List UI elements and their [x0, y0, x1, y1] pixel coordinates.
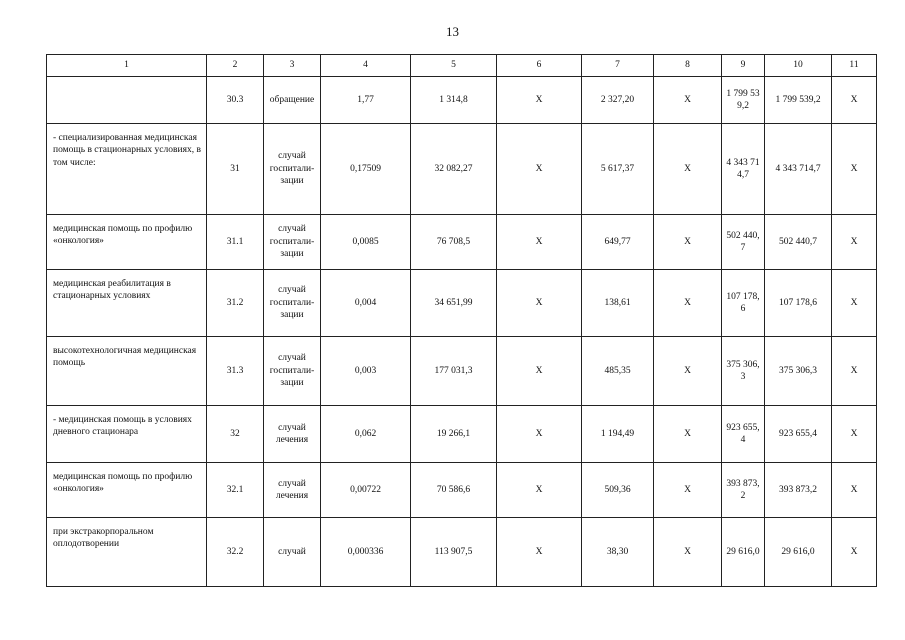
row-per-capita: 485,35 — [582, 337, 654, 406]
row-name: - специализированная медицинская помощь в стационарных условиях, в том числе: — [47, 124, 207, 215]
row-col8: X — [654, 518, 722, 587]
row-col11: X — [832, 124, 877, 215]
row-col6: X — [497, 406, 582, 463]
row-norm: 0,17509 — [321, 124, 411, 215]
row-col6: X — [497, 518, 582, 587]
row-col8: X — [654, 77, 722, 124]
row-unit: случай госпитали-зации — [264, 270, 321, 337]
row-total-a: 502 440, 7 — [722, 215, 765, 270]
row-cost: 70 586,6 — [411, 463, 497, 518]
row-total-a: 107 178, 6 — [722, 270, 765, 337]
row-name: медицинская реабилитация в стационарных условиях — [47, 270, 207, 337]
row-col11: X — [832, 406, 877, 463]
row-per-capita: 38,30 — [582, 518, 654, 587]
row-col11: X — [832, 215, 877, 270]
row-col11: X — [832, 463, 877, 518]
row-unit: случай госпитали-зации — [264, 337, 321, 406]
column-header: 9 — [722, 55, 765, 77]
column-header: 2 — [207, 55, 264, 77]
row-col8: X — [654, 463, 722, 518]
column-header: 8 — [654, 55, 722, 77]
row-cost: 113 907,5 — [411, 518, 497, 587]
row-col8: X — [654, 270, 722, 337]
row-unit: случай лечения — [264, 406, 321, 463]
row-unit: случай — [264, 518, 321, 587]
row-unit: случай лечения — [264, 463, 321, 518]
row-cost: 34 651,99 — [411, 270, 497, 337]
row-col6: X — [497, 215, 582, 270]
row-name: медицинская помощь по профилю «онкология» — [47, 463, 207, 518]
row-norm: 0,062 — [321, 406, 411, 463]
column-header: 11 — [832, 55, 877, 77]
row-code: 31 — [207, 124, 264, 215]
column-header: 5 — [411, 55, 497, 77]
row-norm: 0,0085 — [321, 215, 411, 270]
row-total-b: 1 799 539,2 — [765, 77, 832, 124]
row-total-b: 502 440,7 — [765, 215, 832, 270]
table-row — [47, 337, 877, 406]
row-per-capita: 2 327,20 — [582, 77, 654, 124]
row-total-a: 923 655, 4 — [722, 406, 765, 463]
row-total-a: 1 799 53 9,2 — [722, 77, 765, 124]
row-col6: X — [497, 463, 582, 518]
row-total-b: 107 178,6 — [765, 270, 832, 337]
row-total-b: 4 343 714,7 — [765, 124, 832, 215]
row-col6: X — [497, 270, 582, 337]
row-col11: X — [832, 270, 877, 337]
row-total-b: 375 306,3 — [765, 337, 832, 406]
row-name: - медицинская помощь в условиях дневного стационара — [47, 406, 207, 463]
column-header: 3 — [264, 55, 321, 77]
row-cost: 19 266,1 — [411, 406, 497, 463]
row-total-a: 4 343 71 4,7 — [722, 124, 765, 215]
row-norm: 0,000336 — [321, 518, 411, 587]
row-total-b: 29 616,0 — [765, 518, 832, 587]
row-total-a: 29 616,0 — [722, 518, 765, 587]
row-col8: X — [654, 124, 722, 215]
row-col6: X — [497, 77, 582, 124]
row-norm: 0,00722 — [321, 463, 411, 518]
row-name: при экстракорпоральном оплодотворении — [47, 518, 207, 587]
row-code: 31.3 — [207, 337, 264, 406]
row-col6: X — [497, 337, 582, 406]
column-header: 1 — [47, 55, 207, 77]
row-norm: 1,77 — [321, 77, 411, 124]
row-name — [47, 77, 207, 124]
row-code: 31.1 — [207, 215, 264, 270]
row-code: 32 — [207, 406, 264, 463]
row-unit: обращение — [264, 77, 321, 124]
row-code: 32.2 — [207, 518, 264, 587]
table-row — [47, 406, 877, 463]
row-col11: X — [832, 518, 877, 587]
table-row — [47, 215, 877, 270]
page-number: 13 — [446, 24, 459, 39]
row-total-b: 393 873,2 — [765, 463, 832, 518]
row-name: высокотехнологичная медицинская помощь — [47, 337, 207, 406]
row-total-a: 375 306, 3 — [722, 337, 765, 406]
row-total-a: 393 873, 2 — [722, 463, 765, 518]
row-per-capita: 138,61 — [582, 270, 654, 337]
column-header: 7 — [582, 55, 654, 77]
row-col8: X — [654, 337, 722, 406]
row-name: медицинская помощь по профилю «онкология» — [47, 215, 207, 270]
row-per-capita: 509,36 — [582, 463, 654, 518]
row-cost: 177 031,3 — [411, 337, 497, 406]
row-code: 32.1 — [207, 463, 264, 518]
row-code: 30.3 — [207, 77, 264, 124]
column-header: 6 — [497, 55, 582, 77]
row-unit: случай госпитали-зации — [264, 215, 321, 270]
row-code: 31.2 — [207, 270, 264, 337]
table-header-row — [47, 55, 877, 77]
table-row — [47, 463, 877, 518]
row-col8: X — [654, 406, 722, 463]
row-per-capita: 1 194,49 — [582, 406, 654, 463]
column-header: 4 — [321, 55, 411, 77]
row-per-capita: 5 617,37 — [582, 124, 654, 215]
row-col11: X — [832, 77, 877, 124]
row-cost: 76 708,5 — [411, 215, 497, 270]
row-col6: X — [497, 124, 582, 215]
table-row — [47, 518, 877, 587]
row-col11: X — [832, 337, 877, 406]
column-header: 10 — [765, 55, 832, 77]
row-norm: 0,003 — [321, 337, 411, 406]
row-unit: случай госпитали-зации — [264, 124, 321, 215]
row-total-b: 923 655,4 — [765, 406, 832, 463]
row-norm: 0,004 — [321, 270, 411, 337]
row-cost: 32 082,27 — [411, 124, 497, 215]
table-row — [47, 270, 877, 337]
data-table — [46, 54, 877, 587]
table-row — [47, 77, 877, 124]
table-row — [47, 124, 877, 215]
row-per-capita: 649,77 — [582, 215, 654, 270]
row-col8: X — [654, 215, 722, 270]
row-cost: 1 314,8 — [411, 77, 497, 124]
